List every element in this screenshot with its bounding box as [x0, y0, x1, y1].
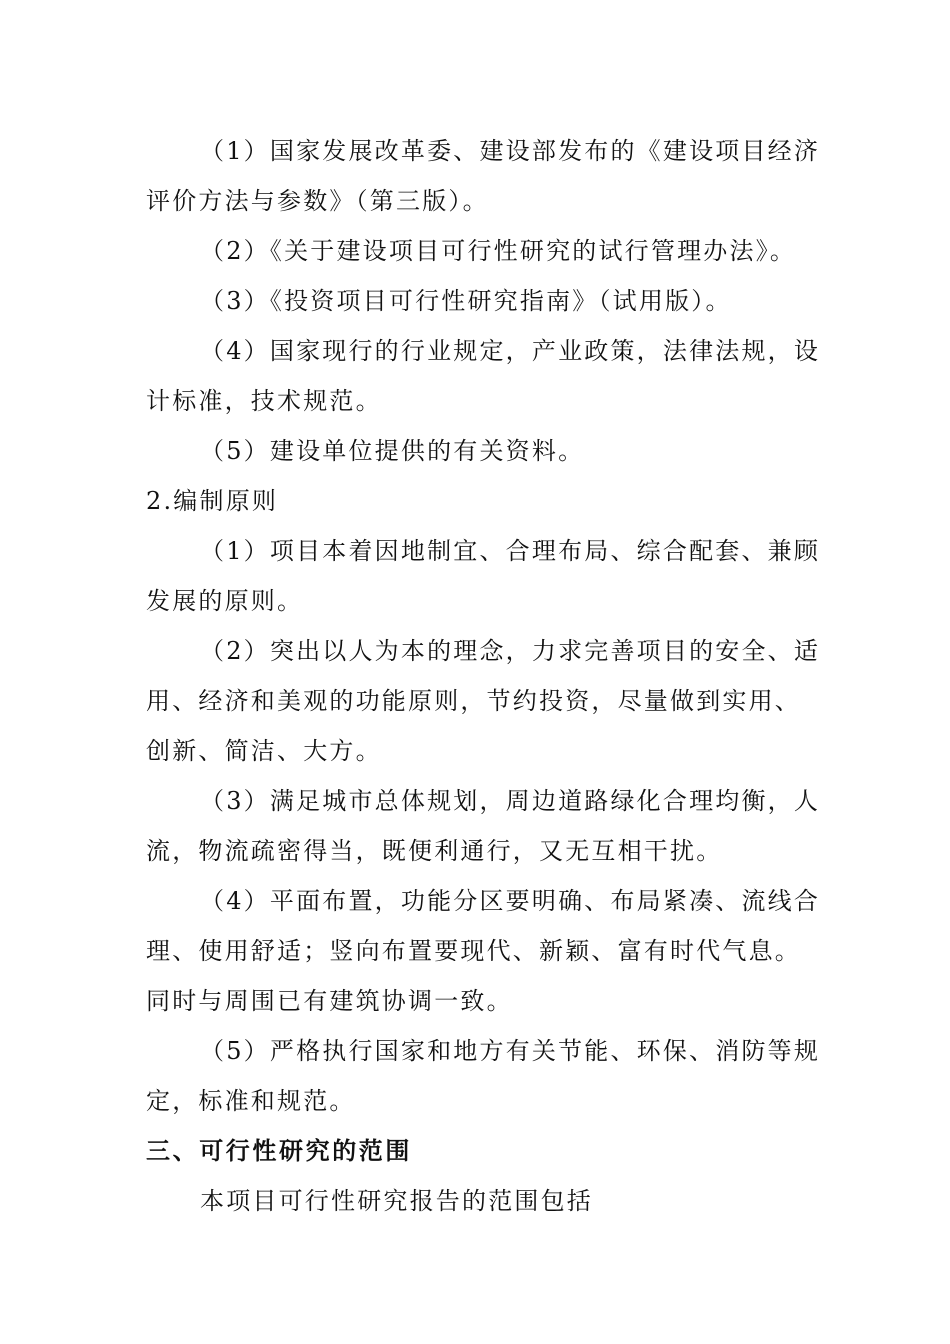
text-line: 同时与周围已有建筑协调一致。 [146, 987, 513, 1015]
section-heading: 三、可行性研究的范围 [146, 1137, 412, 1165]
text-line: （1）国家发展改革委、建设部发布的《建设项目经济 [200, 137, 821, 165]
text-line: 理、使用舒适；竖向布置要现代、新颖、富有时代气息。 [146, 937, 801, 965]
text-line: 本项目可行性研究报告的范围包括 [200, 1187, 593, 1215]
section-subheading: 2.编制原则 [146, 487, 279, 515]
text-line: 评价方法与参数》（第三版）。 [146, 187, 489, 215]
text-line: 定，标准和规范。 [146, 1087, 356, 1115]
text-line: （3）《投资项目可行性研究指南》（试用版）。 [200, 287, 732, 315]
text-line: （4）平面布置，功能分区要明确、布局紧凑、流线合 [200, 887, 821, 915]
text-line: 计标准，技术规范。 [146, 387, 382, 415]
text-line: （2）突出以人为本的理念，力求完善项目的安全、适 [200, 637, 821, 665]
text-line: （2）《关于建设项目可行性研究的试行管理办法》。 [200, 237, 797, 265]
text-line: （1）项目本着因地制宜、合理布局、综合配套、兼顾 [200, 537, 821, 565]
text-line: （5）严格执行国家和地方有关节能、环保、消防等规 [200, 1037, 821, 1065]
text-line: （3）满足城市总体规划，周边道路绿化合理均衡，人 [200, 787, 821, 815]
text-line: 用、经济和美观的功能原则，节约投资，尽量做到实用、 [146, 687, 801, 715]
text-line: 创新、简洁、大方。 [146, 737, 382, 765]
text-line: （4）国家现行的行业规定，产业政策，法律法规，设 [200, 337, 821, 365]
text-line: （5）建设单位提供的有关资料。 [200, 437, 585, 465]
text-line: 发展的原则。 [146, 587, 304, 615]
text-line: 流，物流疏密得当，既便利通行，又无互相干扰。 [146, 837, 723, 865]
